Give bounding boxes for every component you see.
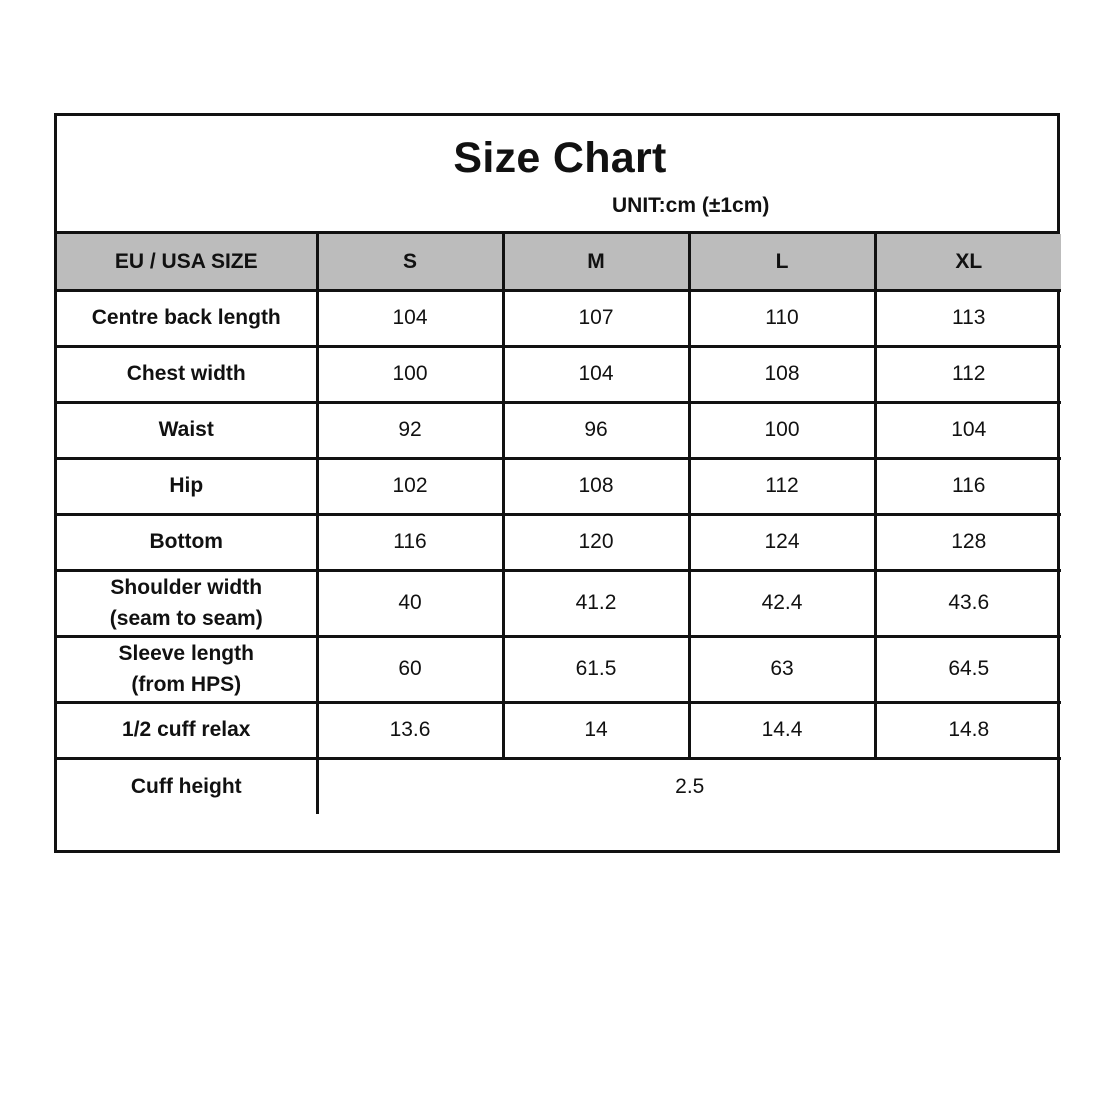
header-size-l: L <box>689 234 875 290</box>
cell-value: 116 <box>875 458 1061 514</box>
row-label: Waist <box>57 402 317 458</box>
cell-value: 128 <box>875 514 1061 570</box>
header-size-xl: XL <box>875 234 1061 290</box>
row-label <box>57 570 317 636</box>
cell-value: 100 <box>689 402 875 458</box>
cell-value: 108 <box>503 458 689 514</box>
table-row <box>57 514 1061 570</box>
header-row <box>57 234 1061 290</box>
cell-value: 104 <box>503 346 689 402</box>
row-label: Chest width <box>57 346 317 402</box>
cell-value: 96 <box>503 402 689 458</box>
header-size-system: EU / USA SIZE <box>57 234 317 290</box>
row-label-line1: Sleeve length <box>118 641 254 665</box>
row-label: Centre back length <box>57 290 317 346</box>
cell-value: 112 <box>875 346 1061 402</box>
row-label-line2: (from HPS) <box>131 673 242 696</box>
cell-value: 43.6 <box>875 570 1061 636</box>
table-row <box>57 758 1061 814</box>
row-label-line1: Shoulder width <box>110 575 263 599</box>
cell-value: 13.6 <box>317 702 503 758</box>
row-label: Cuff height <box>57 758 317 814</box>
cell-value: 112 <box>689 458 875 514</box>
cell-value: 14.4 <box>689 702 875 758</box>
header-size-s: S <box>317 234 503 290</box>
cell-value: 63 <box>689 636 875 702</box>
size-table <box>57 234 1061 814</box>
cell-value: 92 <box>317 402 503 458</box>
cell-value: 116 <box>317 514 503 570</box>
table-row <box>57 636 1061 702</box>
table-row <box>57 290 1061 346</box>
cell-value: 124 <box>689 514 875 570</box>
table-row <box>57 346 1061 402</box>
cell-value: 110 <box>689 290 875 346</box>
row-label <box>57 636 317 702</box>
size-chart <box>54 113 1060 853</box>
table-row <box>57 402 1061 458</box>
cell-value: 40 <box>317 570 503 636</box>
cell-value: 120 <box>503 514 689 570</box>
row-label: Bottom <box>57 514 317 570</box>
cell-value: 100 <box>317 346 503 402</box>
table-row <box>57 702 1061 758</box>
row-label: 1/2 cuff relax <box>57 702 317 758</box>
title-block <box>57 116 1057 234</box>
cell-value: 61.5 <box>503 636 689 702</box>
cell-value: 41.2 <box>503 570 689 636</box>
cell-value: 14.8 <box>875 702 1061 758</box>
table-row <box>57 458 1061 514</box>
cell-value: 108 <box>689 346 875 402</box>
unit-note: UNIT:cm (±1cm) <box>612 194 770 217</box>
row-label-line2: (seam to seam) <box>109 607 263 630</box>
table-row <box>57 570 1061 636</box>
cell-value: 107 <box>503 290 689 346</box>
row-label: Hip <box>57 458 317 514</box>
cell-value: 104 <box>317 290 503 346</box>
cell-value-all-sizes: 2.5 <box>317 758 1061 814</box>
cell-value: 113 <box>875 290 1061 346</box>
header-size-m: M <box>503 234 689 290</box>
cell-value: 60 <box>317 636 503 702</box>
cell-value: 14 <box>503 702 689 758</box>
cell-value: 42.4 <box>689 570 875 636</box>
cell-value: 64.5 <box>875 636 1061 702</box>
chart-title: Size Chart <box>453 134 667 182</box>
cell-value: 102 <box>317 458 503 514</box>
cell-value: 104 <box>875 402 1061 458</box>
